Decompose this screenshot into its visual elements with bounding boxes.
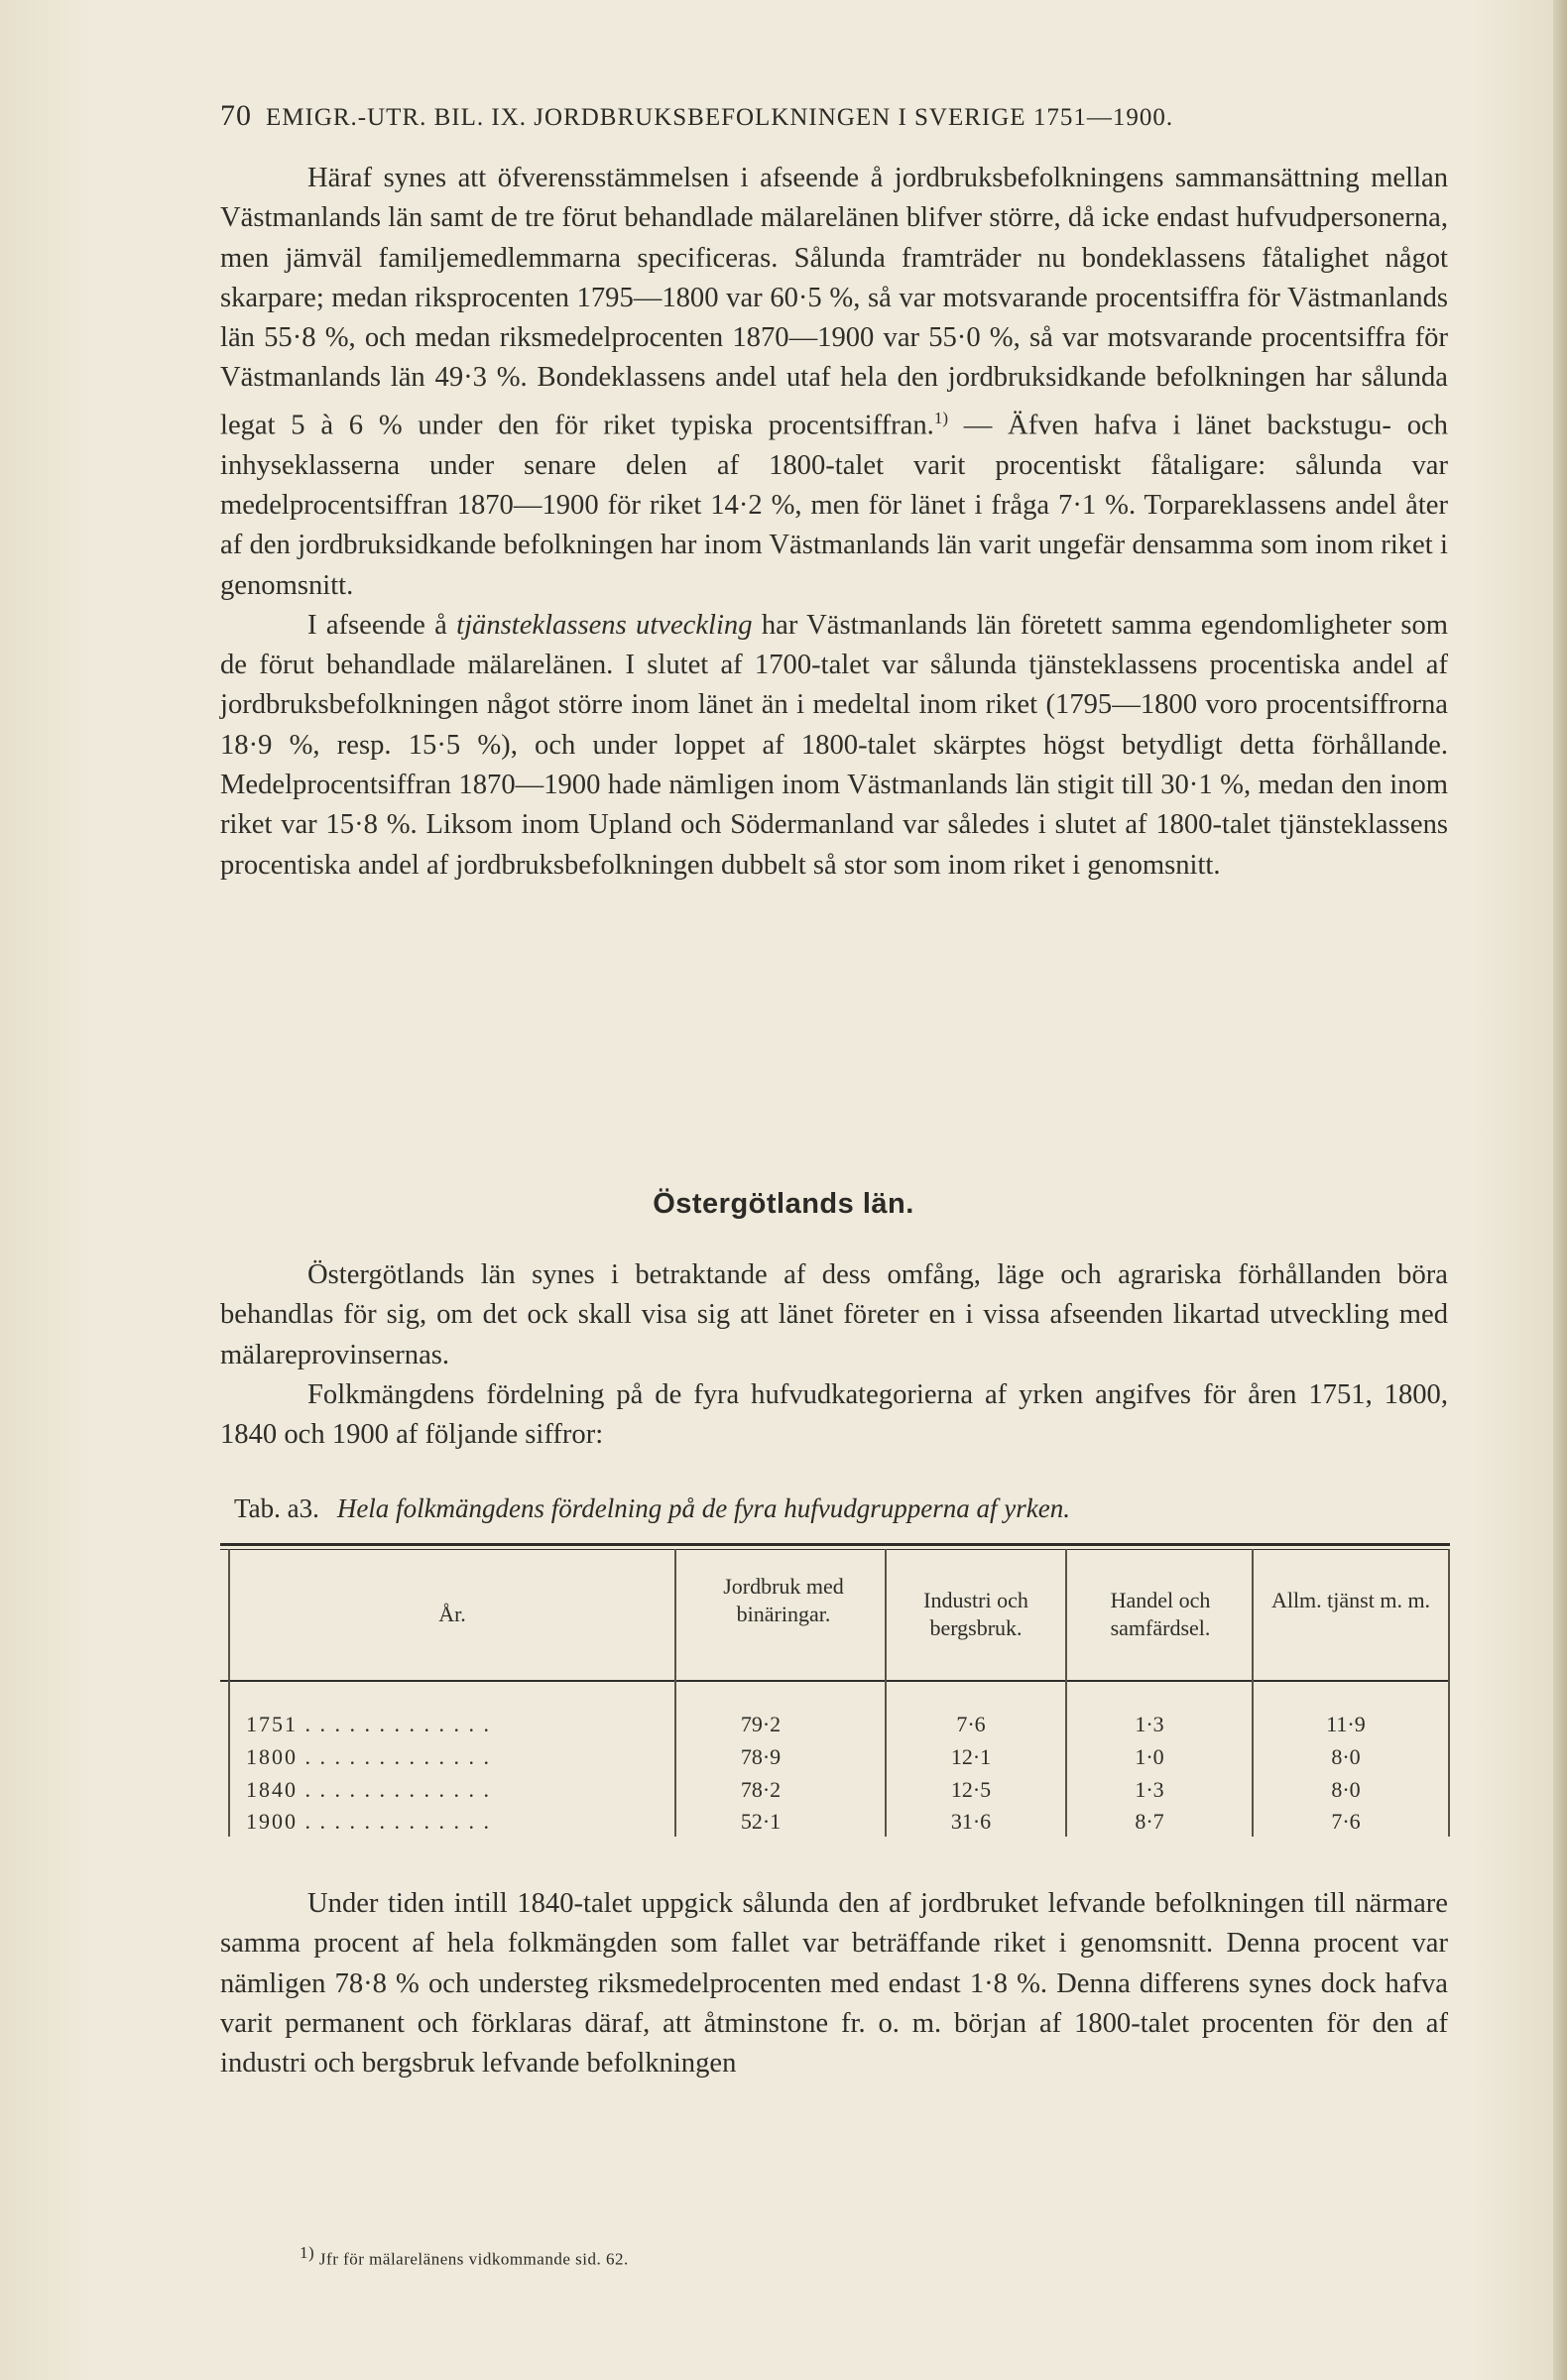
- table-top-rule-thin: [220, 1549, 1450, 1550]
- running-title: EMIGR.-UTR. BIL. IX. JORDBRUKSBEFOLKNINGEN I SVERIGE 1751—1900.: [266, 104, 1174, 131]
- cell-service: 8·0: [1331, 1777, 1361, 1802]
- cell-industry: 7·6: [956, 1712, 986, 1736]
- col-header-year: År.: [438, 1602, 466, 1626]
- running-header: [220, 99, 1460, 133]
- table-row: [220, 1744, 1450, 1776]
- cell-agriculture: 52·1: [740, 1809, 782, 1834]
- paragraph-2-italic: tjänsteklassens utveckling: [456, 609, 753, 641]
- cell-trade: 1·0: [1135, 1744, 1164, 1769]
- body-text-mid: [220, 1255, 1448, 1455]
- page-number: 70: [220, 99, 252, 132]
- cell-agriculture: 78·9: [740, 1744, 782, 1769]
- cell-trade: 8·7: [1135, 1809, 1164, 1834]
- footnote-text: Jfr för mälarelänens vidkommande sid. 62.: [318, 2249, 629, 2269]
- cell-service: 7·6: [1331, 1809, 1361, 1834]
- table-top-rule: [220, 1543, 1450, 1546]
- footnote-marker: 1): [300, 2243, 315, 2262]
- paragraph-1-tail: — Äfven hafva i länet backstugu- och inhyseklasserna under senare delen af 1800-talet varit procentiskt fåtaligare: sålunda var medelprocentsiffran 1870—1900 för riket 14·2 %, men för länet i fråga 7·1 %. Torpareklassens andel åter af den jordbruksidkande befolkningen har inom Västmanlands län varit ungefär densamma som inom riket i genomsnitt.: [220, 410, 1448, 601]
- table-caption: [234, 1493, 1444, 1524]
- table-row: [220, 1809, 1450, 1841]
- section-heading: Östergötlands län.: [653, 1188, 914, 1220]
- footnote-ref: 1): [933, 408, 948, 427]
- col-header-industry: Industri och bergsbruk.: [923, 1588, 1028, 1640]
- col-header-trade: Handel och samfärdsel.: [1110, 1588, 1211, 1640]
- paragraph-1-text: Häraf synes att öfverensstämmelsen i afseende å jordbruksbefolkningens sammansättning mellan Västmanlands län samt de tre förut behandlade mälarelänen blifver större, då icke endast hufvudpersonerna, men jämväl familjemedlemmarna specificeras. Sålunda framträder nu bondeklassens fåtalighet något skarpare; medan riksprocenten 1795—1800 var 60·5 %, så var motsvarande procentsiffra för Västmanlands län 55·8 %, och medan riksmedelprocenten 1870—1900 var 55·0 %, så var motsvarande procentsiffra för Västmanlands län 49·3 %. Bondeklassens andel utaf hela den jordbruksidkande befolkningen har sålunda legat 5 à 6 % under den för riket typiska procentsiffran.: [220, 163, 1448, 441]
- col-header-agriculture: Jordbruk med binäringar.: [723, 1574, 844, 1626]
- cell-trade: 1·3: [1135, 1777, 1164, 1802]
- paragraph-2: [220, 606, 1448, 886]
- body-text-top: [220, 159, 1448, 886]
- cell-service: 8·0: [1331, 1744, 1361, 1769]
- footnote: [300, 2243, 629, 2270]
- cell-service: 11·9: [1326, 1712, 1366, 1736]
- paragraph-5: Under tiden intill 1840-talet uppgick sålunda den af jordbruket lefvande befolkningen till närmare samma procent af hela folkmängden som fallet var beträffande riket i genomsnitt. Denna procent var nämligen 78·8 % och understeg riksmedelprocenten med endast 1·8 %. Denna differens synes dock hafva varit permanent och förklaras däraf, att åtminstone fr. o. m. början af 1800-talet procenten för den af industri och bergsbruk lefvande befolkningen: [220, 1888, 1448, 2080]
- paragraph-4: Folkmängdens fördelning på de fyra hufvudkategorierna af yrken angifves för åren 1751, 1800, 1840 och 1900 af följande siffror:: [220, 1378, 1448, 1451]
- row-year: 1751 . . . . . . . . . . . . .: [246, 1712, 491, 1736]
- paragraph-2-lead: I afseende å: [307, 609, 457, 641]
- paragraph-3: Östergötlands län synes i betraktande af dess omfång, läge och agrariska förhållanden böra behandlas för sig, om det ock skall visa sig att länet företer en i vissa afseenden likartad utveckling med mälareprovinsernas.: [220, 1259, 1448, 1370]
- cell-agriculture: 78·2: [740, 1777, 782, 1802]
- body-text-bottom: [220, 1884, 1448, 2083]
- row-year: 1800 . . . . . . . . . . . . .: [246, 1744, 491, 1769]
- cell-industry: 12·5: [950, 1777, 992, 1802]
- paragraph-1: [220, 159, 1448, 606]
- table-label: Tab. a3.: [234, 1493, 319, 1523]
- cell-industry: 31·6: [950, 1809, 992, 1834]
- paragraph-2-rest: har Västmanlands län företett samma egendomligheter som de förut behandlade mälarelänen. I slutet af 1700-talet var sålunda tjänsteklassens procentiska andel af jordbruksbefolkningen något större inom länet än i medeltal inom riket (1795—1800 voro procentsiffrorna 18·9 %, resp. 15·5 %), och under loppet af 1800-talet skärptes högst betydligt detta förhållande. Medelprocentsiffran 1870—1900 hade nämligen inom Västmanlands län stigit till 30·1 %, medan den inom riket var 15·8 %. Liksom inom Upland och Södermanland var således i slutet af 1800-talet tjänsteklassens procentiska andel af jordbruksbefolkningen dubbelt så stor som inom riket i genomsnitt.: [220, 609, 1449, 881]
- data-table: [220, 1543, 1450, 1841]
- table-row: [220, 1712, 1450, 1743]
- cell-agriculture: 79·2: [740, 1712, 782, 1736]
- row-year: 1840 . . . . . . . . . . . . .: [246, 1777, 491, 1802]
- col-header-service: Allm. tjänst m. m.: [1270, 1588, 1431, 1612]
- table-row: [220, 1777, 1450, 1809]
- table-title: Hela folkmängdens fördelning på de fyra hufvudgrupperna af yrken.: [336, 1493, 1070, 1523]
- row-year: 1900 . . . . . . . . . . . . .: [246, 1809, 491, 1834]
- cell-trade: 1·3: [1135, 1712, 1164, 1736]
- table-header-rule: [220, 1680, 1450, 1682]
- cell-industry: 12·1: [950, 1744, 992, 1769]
